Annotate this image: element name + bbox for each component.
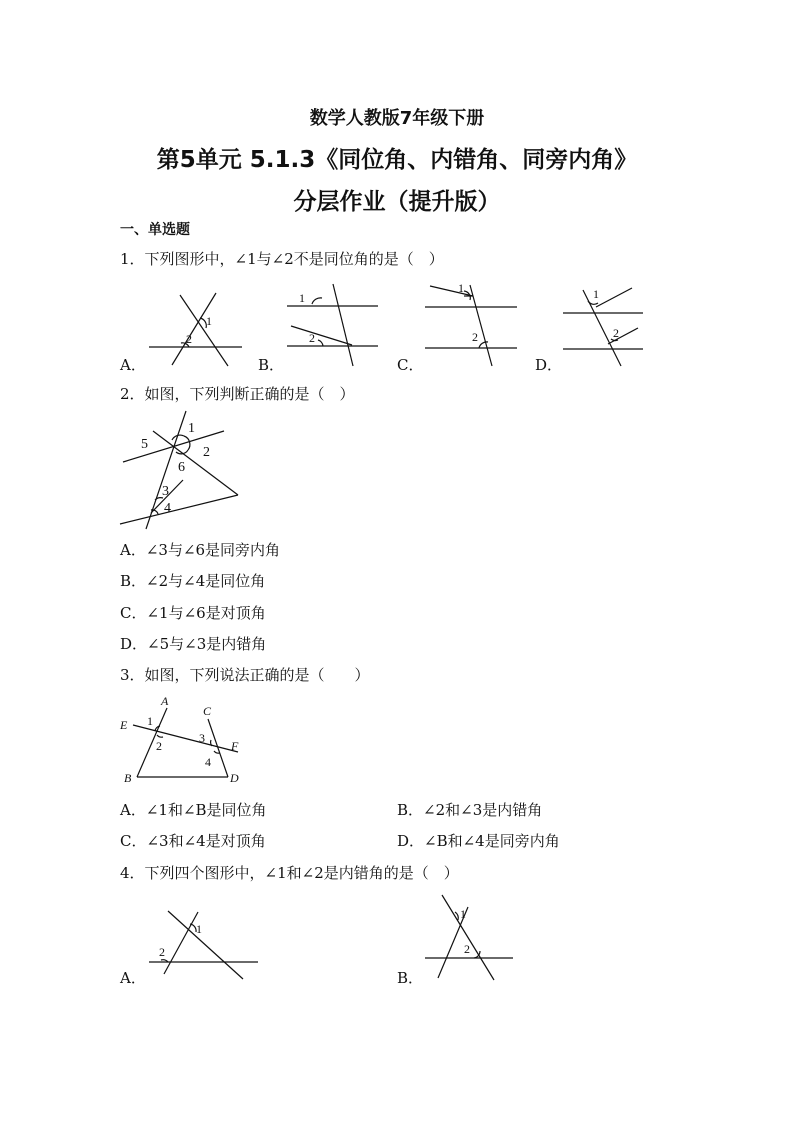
svg-text:1: 1 — [458, 281, 464, 295]
svg-text:2: 2 — [156, 739, 162, 753]
q3-option-d[interactable]: D．∠B和∠4是同旁内角 — [397, 832, 560, 850]
q2-option-a[interactable]: A．∠3与∠6是同旁内角 — [120, 541, 281, 559]
svg-text:1: 1 — [460, 907, 466, 921]
svg-text:2: 2 — [186, 332, 192, 346]
svg-text:3: 3 — [162, 484, 169, 499]
q2-option-b[interactable]: B．∠2与∠4是同位角 — [120, 572, 266, 590]
svg-text:5: 5 — [141, 437, 148, 452]
svg-text:E: E — [120, 718, 128, 732]
question-3-text: 3．如图，下列说法正确的是（ ） — [120, 666, 370, 684]
q1-figure-b — [287, 284, 378, 366]
svg-text:1: 1 — [147, 714, 153, 728]
q1-option-d[interactable]: D． — [535, 356, 563, 374]
q1-option-a[interactable]: A． — [120, 356, 146, 374]
svg-text:2: 2 — [159, 945, 165, 959]
q3-option-a[interactable]: A．∠1和∠B是同位角 — [120, 801, 267, 819]
document-subtitle: 数学人教版7年级下册 — [309, 108, 485, 129]
section-heading: 一、单选题 — [120, 222, 190, 238]
svg-text:2: 2 — [203, 445, 210, 460]
q1-figure-d — [563, 287, 643, 366]
q2-option-d[interactable]: D．∠5与∠3是内错角 — [120, 635, 267, 653]
svg-text:D: D — [230, 771, 239, 785]
q2-figure — [120, 411, 238, 529]
svg-text:1: 1 — [593, 287, 599, 301]
svg-text:4: 4 — [164, 501, 171, 516]
document-subtitle-level: 分层作业（提升版） — [293, 189, 501, 215]
svg-text:C: C — [203, 704, 212, 718]
svg-text:2: 2 — [613, 326, 619, 340]
q1-option-c[interactable]: C． — [397, 356, 424, 374]
q1-figure-c — [425, 281, 517, 366]
svg-text:2: 2 — [309, 331, 315, 345]
svg-text:1: 1 — [299, 291, 305, 305]
q1-option-b[interactable]: B． — [258, 356, 285, 374]
svg-text:6: 6 — [178, 460, 185, 475]
q1-figure-a — [149, 293, 242, 366]
q4-figure-a — [149, 911, 258, 979]
svg-text:1: 1 — [188, 421, 195, 436]
svg-text:A: A — [161, 694, 169, 708]
q4-option-b[interactable]: B． — [397, 969, 424, 987]
svg-text:3: 3 — [199, 731, 205, 745]
svg-text:1: 1 — [206, 314, 212, 328]
svg-text:2: 2 — [472, 330, 478, 344]
q4-option-a[interactable]: A． — [120, 969, 146, 987]
question-1-text: 1．下列图形中，∠1与∠2不是同位角的是（ ） — [120, 250, 444, 268]
question-2-text: 2．如图，下列判断正确的是（ ） — [120, 385, 355, 403]
svg-text:1: 1 — [196, 922, 202, 936]
q3-figure — [119, 694, 239, 785]
svg-text:2: 2 — [464, 942, 470, 956]
svg-text:4: 4 — [205, 755, 211, 769]
svg-text:F: F — [231, 739, 239, 753]
q3-option-c[interactable]: C．∠3和∠4是对顶角 — [120, 832, 266, 850]
document-title: 第5单元 5.1.3《同位角、内错角、同旁内角》 — [156, 147, 638, 173]
q3-option-b[interactable]: B．∠2和∠3是内错角 — [397, 801, 543, 819]
q2-option-c[interactable]: C．∠1与∠6是对顶角 — [120, 604, 266, 622]
q4-figure-b — [425, 895, 513, 980]
question-4-text: 4．下列四个图形中，∠1和∠2是内错角的是（ ） — [120, 864, 459, 882]
svg-text:B: B — [124, 771, 132, 785]
